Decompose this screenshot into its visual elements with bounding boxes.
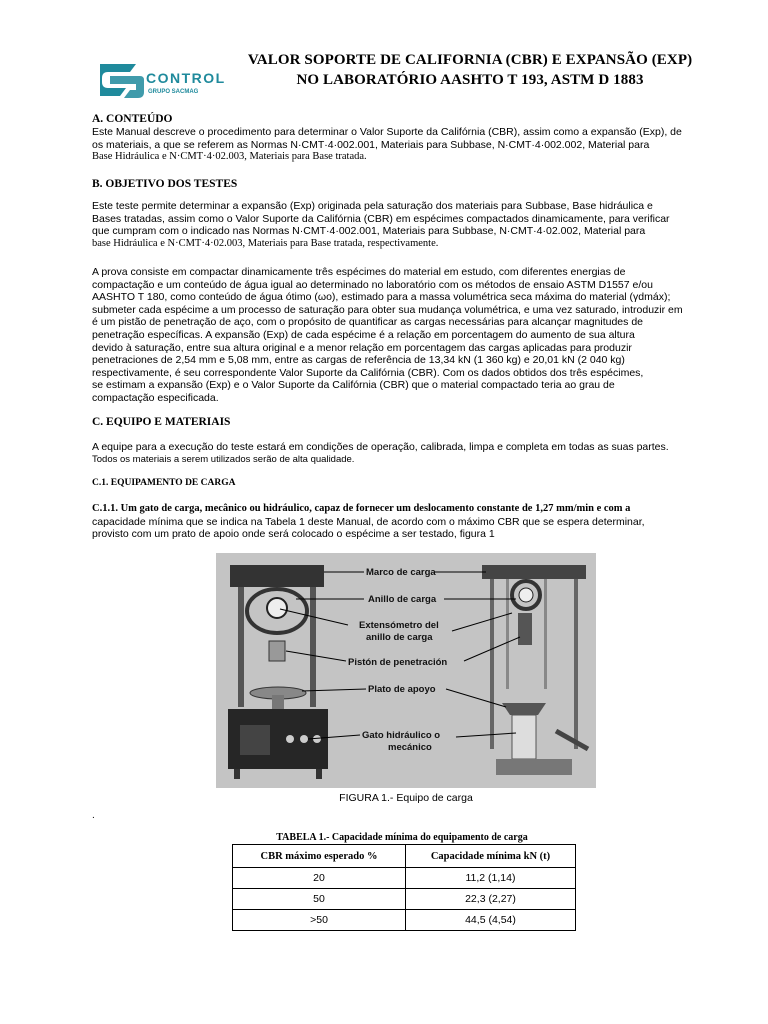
label-extensometer-2: anillo de carga — [366, 632, 433, 643]
control-logo — [96, 58, 236, 102]
section-c-heading: C. EQUIPO E MATERIAIS — [92, 416, 231, 428]
paragraph-line: que cumpram com o indicado nas Normas N·CMT·4·002.001, Materiais para Subbase, N·CMT·4·02.002, Material para — [92, 225, 646, 238]
document-title-line-1: VALOR SOPORTE DE CALIFORNIA (CBR) E EXPANSÃO (EXP) — [247, 52, 693, 68]
table-header-cell: Capacidade mínima kN (t) — [406, 845, 576, 868]
label-jack-2: mecánico — [388, 742, 432, 753]
section-a-line: os materiais, a que se referem as Normas N·CMT·4·002.001, Materiais para Subbase, N·CMT·4·002.002, Material para — [92, 138, 650, 151]
table-row — [233, 910, 576, 931]
section-b-paragraph-1 — [92, 200, 722, 250]
label-penetration-piston: Pistón de penetración — [348, 657, 448, 668]
clause-line: provisto com um prato de apoio onde será colocado o espécime a ser testado, figura 1 — [92, 528, 495, 541]
paragraph-line: base Hidráulica e N·CMT·4·02.003, Materiais para Base tratada, respectivamente. — [92, 237, 439, 249]
paragraph-line: compactação especificada. — [92, 391, 219, 404]
paragraph-line: submeter cada espécime a um processo de saturação para obter sua mudança volumétrica, e uma vez saturado, introduzir em — [92, 303, 683, 316]
paragraph-line: penetração específicas. A expansão (Exp) de cada espécime é a relação em porcentagem do aumento de sua altura — [92, 328, 635, 341]
paragraph-line: é um pistão de penetração de aço, com o propósito de quantificar as cargas necessárias para alcançar magnitudes de — [92, 316, 643, 329]
section-b-paragraph-2 — [92, 266, 722, 405]
clause-line: capacidade mínima que se indica na Tabela 1 deste Manual, de acordo com o máximo CBR que se espera determinar, — [92, 515, 645, 528]
logo-brand: CONTROL — [146, 70, 226, 86]
label-load-frame: Marco de carga — [366, 567, 436, 578]
section-a-line: Base Hidráulica e N·CMT·4·02.003, Materiais para Base tratada. — [92, 151, 367, 163]
table-cell: 22,3 (2,27) — [406, 889, 576, 910]
logo-mark-icon — [100, 64, 144, 98]
paragraph-line: A equipe para a execução do teste estará em condições de operação, calibrada, limpa e completa em todas as suas partes. — [92, 441, 669, 453]
figure-load-equipment — [216, 553, 596, 788]
paragraph-line: respectivamente, é seu correspondente Valor Suporte da Califórnia (CBR). Com os dados obtidos dos três espécimes, — [92, 366, 644, 379]
table-cell: 44,5 (4,54) — [406, 910, 576, 931]
table-cell: >50 — [233, 910, 406, 931]
capacity-table — [232, 844, 576, 931]
table-cell: 50 — [233, 889, 406, 910]
label-load-ring: Anillo de carga — [368, 594, 437, 605]
table-title: TABELA 1.- Capacidade mínima do equipamento de carga — [276, 832, 528, 843]
section-b-heading: B. OBJETIVO DOS TESTES — [92, 178, 238, 190]
paragraph-line: Bases tratadas, assim como o Valor Suporte da Califórnia (CBR) em espécimes compactados dinamicamente, para verificar — [92, 212, 670, 225]
logo-subtitle: GRUPO SACMAG — [148, 89, 199, 95]
table-header-cell: CBR máximo esperado % — [233, 845, 406, 868]
section-c-text — [92, 441, 722, 466]
table-row — [233, 868, 576, 889]
table-cell: 11,2 (1,14) — [406, 868, 576, 889]
subsection-c1-heading: C.1. EQUIPAMENTO DE CARGA — [92, 478, 236, 488]
figure-caption: FIGURA 1.- Equipo de carga — [339, 792, 473, 804]
load-equipment-illustration — [216, 553, 596, 788]
paragraph-line: devido à saturação, entre sua altura original e a menor relação em porcentagem das cargas aplicadas para produzir — [92, 341, 632, 354]
table-cell: 20 — [233, 868, 406, 889]
label-extensometer-1: Extensómetro del — [359, 620, 439, 631]
stray-mark: . — [92, 810, 95, 821]
paragraph-line: penetraciones de 2,54 mm e 5,08 mm, entre as cargas de referência de 13,34 kN (1 360 kg) e 20,01 kN (2 040 kg) — [92, 354, 625, 367]
paragraph-line: AASHTO T 180, como conteúdo de água ótimo (ωo), estimado para a massa volumétrica seca máxima do material (γdmáx); — [92, 291, 671, 304]
paragraph-line: Todos os materiais a serem utilizados serão de alta qualidade. — [92, 453, 355, 465]
document-title-line-2: NO LABORATÓRIO AASHTO T 193, ASTM D 1883 — [296, 72, 644, 88]
paragraph-line: compactação e um conteúdo de água igual ao determinado no laboratório com os métodos de ensaio ASTM D1557 e/ou — [92, 278, 653, 291]
table-row — [233, 889, 576, 910]
clause-line: C.1.1. Um gato de carga, mecânico ou hidráulico, capaz de fornecer um deslocamento constante de 1,27 mm/min e com a — [92, 503, 631, 514]
section-a-text — [92, 126, 722, 164]
paragraph-line: A prova consiste em compactar dinamicamente três espécimes do material em estudo, com diferentes energias de — [92, 266, 626, 278]
paragraph-line: se estimam a expansão (Exp) e o Valor Suporte da Califórnia (CBR) que o material compactado teria ao grau de — [92, 379, 615, 392]
label-jack-1: Gato hidráulico o — [362, 730, 441, 741]
clause-c11 — [92, 503, 722, 541]
section-a-heading: A. CONTEÚDO — [92, 113, 173, 125]
label-support-plate: Plato de apoyo — [368, 684, 436, 695]
section-a-line: Este Manual descreve o procedimento para determinar o Valor Suporte da Califórnia (CBR), assim como a expansão (Exp), de — [92, 126, 682, 138]
paragraph-line: Este teste permite determinar a expansão (Exp) originada pela saturação dos materiais para Subbase, Base hidráulica e — [92, 200, 653, 212]
table-header-row — [233, 845, 576, 868]
